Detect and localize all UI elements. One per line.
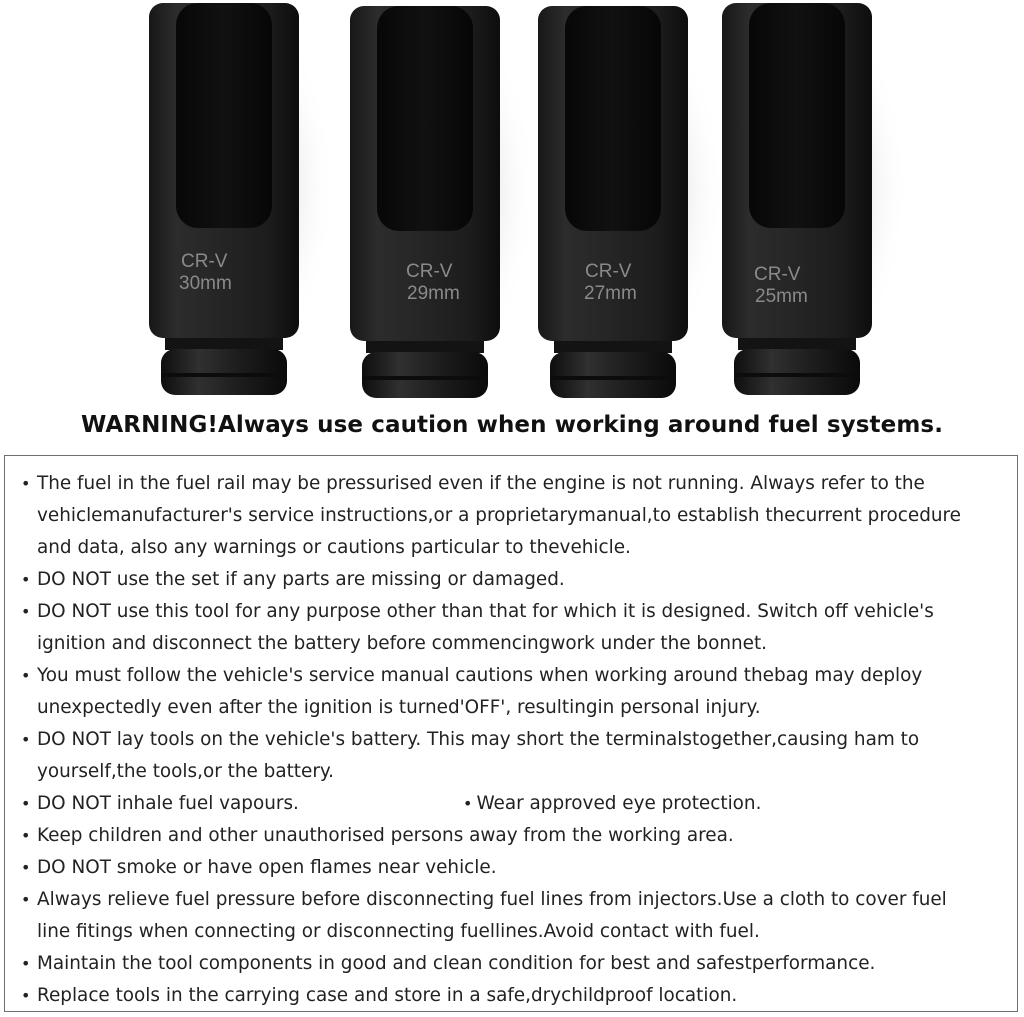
socket-25mm-size: 25mm xyxy=(755,286,808,307)
warning-item-text: Maintain the tool components in good and clean condition for best and safestperformance. xyxy=(37,953,876,974)
warning-item xyxy=(21,852,1013,884)
socket-27mm xyxy=(538,6,724,398)
bullet-icon: • xyxy=(21,954,31,973)
bullet-icon: • xyxy=(463,794,473,813)
warning-item xyxy=(21,820,1013,852)
bullet-icon: • xyxy=(21,890,31,909)
socket-30mm-size: 30mm xyxy=(179,273,232,294)
warning-item-text: DO NOT use this tool for any purpose other than that for which it is designed. Switch off vehicle's xyxy=(37,601,934,622)
warning-item-text: DO NOT lay tools on the vehicle's battery. This may short the terminalstogether,causing ham to xyxy=(37,729,920,750)
warning-item-text: and data, also any warnings or cautions particular to thevehicle. xyxy=(37,537,631,558)
bullet-icon: • xyxy=(21,794,31,813)
warning-item-text: vehiclemanufacturer's service instructions,or a proprietarymanual,to establish thecurrent procedure xyxy=(37,505,961,526)
warning-item xyxy=(21,660,1013,724)
warning-item-text: Always relieve fuel pressure before disconnecting fuel lines from injectors.Use a cloth to cover fuel xyxy=(37,889,947,910)
warning-item-text: Wear approved eye protection. xyxy=(476,793,762,814)
warning-item-secondary xyxy=(463,788,761,820)
warning-item xyxy=(21,948,1013,980)
bullet-icon: • xyxy=(21,858,31,877)
socket-30mm-material: CR-V xyxy=(181,251,228,272)
warning-box xyxy=(4,455,1018,1012)
warning-item-text: DO NOT use the set if any parts are missing or damaged. xyxy=(37,569,565,590)
bullet-icon: • xyxy=(21,570,31,589)
socket-25mm-material: CR-V xyxy=(754,264,801,285)
warning-heading: WARNING!Always use caution when working around fuel systems. xyxy=(80,412,944,438)
socket-30mm xyxy=(149,3,335,395)
warning-item xyxy=(21,884,1013,948)
warning-item-text: DO NOT inhale fuel vapours. xyxy=(37,793,299,814)
warning-item-text: The fuel in the fuel rail may be pressurised even if the engine is not running. Always refer to the xyxy=(37,473,925,494)
warning-item-text: yourself,the tools,or the battery. xyxy=(37,761,334,782)
warning-item-text: Replace tools in the carrying case and store in a safe,drychildproof location. xyxy=(37,985,738,1006)
warning-item-text: unexpectedly even after the ignition is turned'OFF', resultingin personal injury. xyxy=(37,697,761,718)
bullet-icon: • xyxy=(21,730,31,749)
warning-item xyxy=(21,980,1013,1012)
bullet-icon: • xyxy=(21,986,31,1005)
warning-item xyxy=(21,724,1013,788)
warning-list xyxy=(21,468,1013,1012)
warning-item-text: DO NOT smoke or have open flames near vehicle. xyxy=(37,857,497,878)
warning-item xyxy=(21,564,1013,596)
bullet-icon: • xyxy=(21,474,31,493)
bullet-icon: • xyxy=(21,666,31,685)
socket-set-photo xyxy=(0,0,1024,410)
bullet-icon: • xyxy=(21,826,31,845)
warning-item xyxy=(21,468,1013,564)
warning-item-text: Keep children and other unauthorised persons away from the working area. xyxy=(37,825,734,846)
warning-item-text: line fitings when connecting or disconnecting fuellines.Avoid contact with fuel. xyxy=(37,921,760,942)
bullet-icon: • xyxy=(21,602,31,621)
warning-item-text: You must follow the vehicle's service manual cautions when working around thebag may deploy xyxy=(37,665,923,686)
socket-27mm-material: CR-V xyxy=(585,261,632,282)
socket-27mm-size: 27mm xyxy=(584,283,637,304)
socket-29mm xyxy=(350,6,536,398)
warning-item-text: ignition and disconnect the battery before commencingwork under the bonnet. xyxy=(37,633,768,654)
socket-25mm xyxy=(722,3,908,395)
socket-29mm-size: 29mm xyxy=(407,283,460,304)
warning-item xyxy=(21,788,1013,820)
socket-29mm-material: CR-V xyxy=(406,261,453,282)
warning-item xyxy=(21,596,1013,660)
